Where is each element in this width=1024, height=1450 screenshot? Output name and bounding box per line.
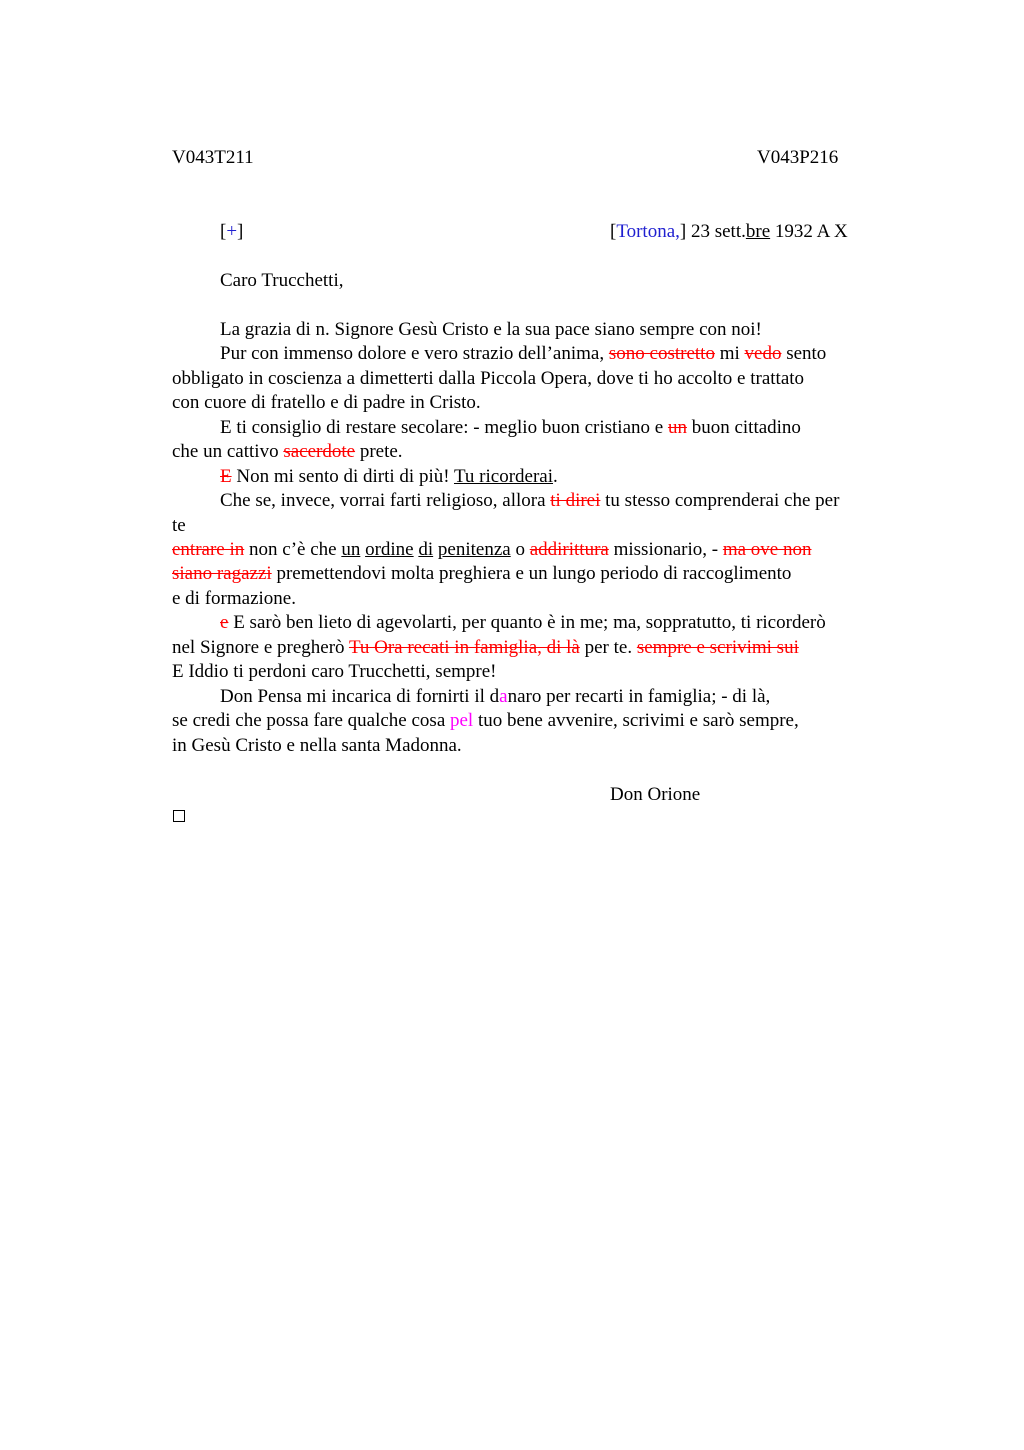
body-line-12: e di formazione. [172, 588, 296, 609]
corrected-text: pel [450, 710, 474, 731]
deleted-text: sacerdote [283, 441, 356, 462]
body-line-4: con cuore di fratello e di padre in Cristo. [172, 392, 481, 413]
text: prete. [355, 441, 403, 462]
date-year: 1932 A X [770, 221, 848, 242]
text: missionario, - [608, 539, 723, 560]
date-part: 23 sett. [686, 221, 746, 242]
body-line-18: in Gesù Cristo e nella santa Madonna. [172, 735, 462, 756]
body-line-13 [220, 611, 826, 635]
body-line-17 [172, 709, 799, 733]
end-of-document-box [173, 810, 185, 822]
underlined-text: di [418, 539, 434, 560]
body-line-2 [220, 342, 826, 366]
date-abbrev: bre [745, 221, 771, 242]
body-line-14 [172, 636, 799, 660]
text: Don Pensa mi incarica di fornirti il d [220, 686, 500, 707]
text: premettendovi molta preghiera e un lungo periodo di raccoglimento [271, 563, 792, 584]
salutation: Caro Trucchetti, [220, 270, 344, 291]
deleted-text: siano ragazzi [172, 563, 272, 584]
text: Pur con immenso dolore e vero strazio dell’anima, [220, 343, 609, 364]
deleted-text: vedo [744, 343, 782, 364]
underlined-text: ordine [365, 539, 414, 560]
deleted-text: e [220, 612, 229, 633]
text: Che se, invece, vorrai farti religioso, allora [220, 490, 551, 511]
deleted-text: Tu Ora recati in famiglia, di là [348, 637, 580, 658]
text: per te. [579, 637, 637, 658]
dateline [610, 220, 848, 244]
underlined-text: penitenza [437, 539, 511, 560]
deleted-text: E [220, 466, 232, 487]
bracket-close: ] [237, 221, 244, 242]
signature: Don Orione [610, 784, 701, 805]
bracket-open: [ [610, 221, 617, 242]
body-line-11 [172, 562, 791, 586]
body-line-3: obbligato in coscienza a dimetterti dalla Piccola Opera, dove ti ho accolto e trattato [172, 368, 805, 389]
deleted-text: sempre e scrivimi sui [636, 637, 799, 658]
deleted-text: entrare in [172, 539, 245, 560]
text: naro per recarti in famiglia; - di là, [507, 686, 771, 707]
body-line-15: E Iddio ti perdoni caro Trucchetti, sempre! [172, 661, 497, 682]
text: mi [714, 343, 745, 364]
deleted-text: ti direi [550, 490, 601, 511]
text: non c’è che [244, 539, 342, 560]
text: sento [781, 343, 827, 364]
body-line-8 [220, 489, 839, 513]
body-line-7 [220, 465, 558, 489]
text: tu stesso comprenderai che per [600, 490, 840, 511]
text: nel Signore e pregherò [172, 637, 349, 658]
body-line-5 [220, 416, 801, 440]
deleted-text: ma ove non [722, 539, 812, 560]
text: Non mi sento di dirti di più! [231, 466, 454, 487]
deleted-text: sono costretto [608, 343, 715, 364]
document-code-left: V043T211 [172, 147, 254, 168]
text: E ti consiglio di restare secolare: - meglio buon cristiano e [220, 417, 668, 438]
underlined-text: Tu ricorderai [453, 466, 554, 487]
plus-sign: + [226, 221, 238, 242]
deleted-text: addirittura [529, 539, 609, 560]
body-line-10 [172, 538, 812, 562]
bracket-open: [ [220, 221, 227, 242]
text: tuo bene avvenire, scrivimi e sarò sempre, [473, 710, 799, 731]
text: E sarò ben lieto di agevolarti, per quanto è in me; ma, soppratutto, ti ricorderò [228, 612, 826, 633]
underlined-text: un [341, 539, 361, 560]
text: che un cattivo [172, 441, 284, 462]
place-name: Tortona, [616, 221, 680, 242]
plus-marker [220, 220, 243, 244]
corrected-text: a [499, 686, 508, 707]
bracket-close: ] [679, 221, 687, 242]
text: o [510, 539, 530, 560]
body-line-9: te [172, 515, 186, 536]
deleted-text: un [667, 417, 687, 438]
text: se credi che possa fare qualche cosa [172, 710, 450, 731]
text: . [553, 466, 558, 487]
body-line-16 [220, 685, 770, 709]
body-line-1: La grazia di n. Signore Gesù Cristo e la sua pace siano sempre con noi! [220, 319, 762, 340]
body-line-6 [172, 440, 403, 464]
document-code-right: V043P216 [757, 147, 839, 168]
text: buon cittadino [686, 417, 801, 438]
